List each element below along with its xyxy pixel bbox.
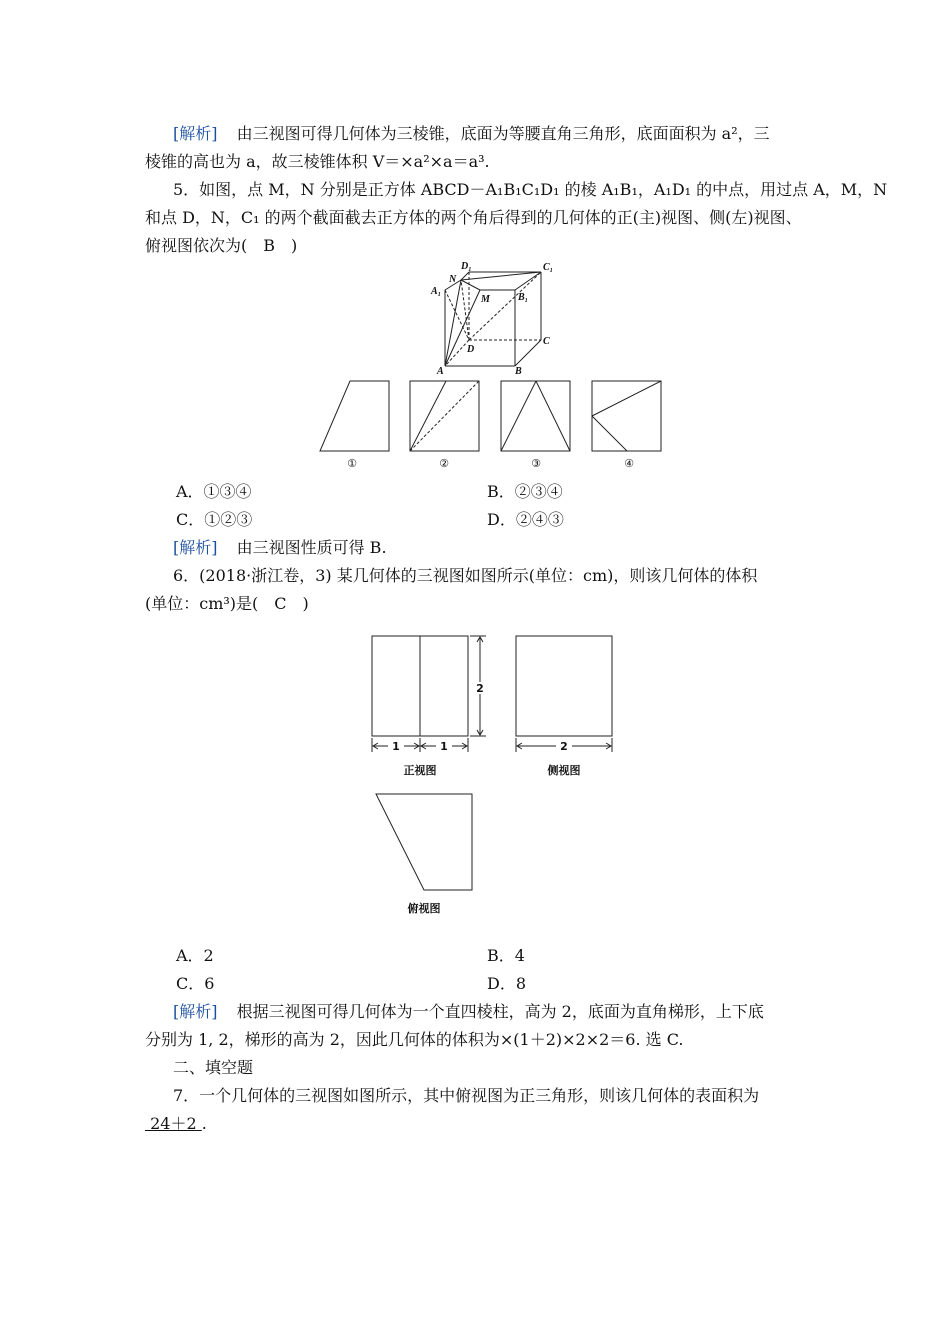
label-n: N bbox=[449, 274, 457, 285]
q5-stem-line2: 和点 D，N，C₁ 的两个截面截去正方体的两个角后得到的几何体的正(主)视图、侧(左)视图、 bbox=[145, 208, 802, 227]
label-d: D bbox=[467, 344, 475, 355]
cube-figure bbox=[425, 258, 565, 376]
view-label-2: ② bbox=[439, 457, 449, 470]
q6-analysis-line1: [解析] 根据三视图可得几何体为一个直四棱柱，高为 2，底面为直角梯形，上下底 bbox=[173, 1002, 764, 1021]
view-label-3: ③ bbox=[531, 457, 541, 470]
analysis-tag: [解析] bbox=[173, 538, 218, 557]
dim-height: 2 bbox=[476, 682, 484, 695]
q6-analysis-line2: 分别为 1, 2，梯形的高为 2，因此几何体的体积为×(1＋2)×2×2＝6. 选 C. bbox=[145, 1030, 684, 1049]
dim-width-2: 1 bbox=[440, 740, 448, 753]
dim-width-1: 1 bbox=[392, 740, 400, 753]
q7-stem-line1: 7．一个几何体的三视图如图所示，其中俯视图为正三角形，则该几何体的表面积为 bbox=[173, 1086, 760, 1105]
side-view-caption: 侧视图 bbox=[547, 764, 581, 777]
label-c1: C₁ bbox=[543, 262, 554, 273]
q7-answer: 24＋2 bbox=[150, 1114, 197, 1133]
q6-option-c: C．6 bbox=[176, 974, 215, 993]
q5-option-a: A．①③④ bbox=[176, 482, 252, 501]
q5-stem-line1: 5．如图，点 M，N 分别是正方体 ABCD－A₁B₁C₁D₁ 的棱 A₁B₁，A₁D₁ 的中点，用过点 A，M，N bbox=[173, 180, 888, 199]
view-label-1: ① bbox=[347, 457, 357, 470]
label-a: A bbox=[437, 366, 444, 376]
section-heading: 二、填空题 bbox=[173, 1058, 254, 1077]
dim-side-width: 2 bbox=[560, 740, 568, 753]
label-d1: D₁ bbox=[461, 261, 472, 272]
label-c: C bbox=[543, 336, 550, 347]
top-view-caption: 俯视图 bbox=[407, 902, 441, 915]
q5-option-d: D．②④③ bbox=[487, 510, 564, 529]
q6-option-d: D．8 bbox=[487, 974, 527, 993]
q7-stem-line2: 24＋2 . bbox=[145, 1114, 207, 1134]
q6-option-b: B．4 bbox=[487, 946, 525, 965]
front-view-caption: 正视图 bbox=[403, 764, 437, 777]
q4-analysis-line1: [解析] 由三视图可得几何体为三棱锥，底面为等腰直角三角形，底面面积为 a²，三 bbox=[173, 124, 770, 143]
q6-stem-line2: (单位：cm³)是( C ) bbox=[145, 594, 309, 613]
q5-stem-line3: 俯视图依次为( B ) bbox=[145, 236, 298, 255]
q4-analysis-line2: 棱锥的高也为 a，故三棱锥体积 V＝×a²×a＝a³. bbox=[145, 152, 490, 171]
view-label-4: ④ bbox=[624, 457, 634, 470]
label-b: B bbox=[515, 366, 522, 376]
q6-three-views bbox=[360, 630, 630, 920]
q5-analysis: [解析] 由三视图性质可得 B. bbox=[173, 538, 387, 557]
q6-option-a: A．2 bbox=[176, 946, 214, 965]
analysis-tag: [解析] bbox=[173, 1002, 218, 1021]
q5-option-c: C．①②③ bbox=[176, 510, 253, 529]
q5-option-b: B．②③④ bbox=[487, 482, 563, 501]
label-a1: A₁ bbox=[431, 286, 442, 297]
q6-stem-line1: 6．(2018·浙江卷，3) 某几何体的三视图如图所示(单位：cm)，则该几何体的体积 bbox=[173, 566, 758, 585]
label-m: M bbox=[481, 294, 490, 305]
label-b1: B₁ bbox=[518, 292, 529, 303]
q5-views bbox=[310, 375, 670, 475]
analysis-tag: [解析] bbox=[173, 124, 218, 143]
